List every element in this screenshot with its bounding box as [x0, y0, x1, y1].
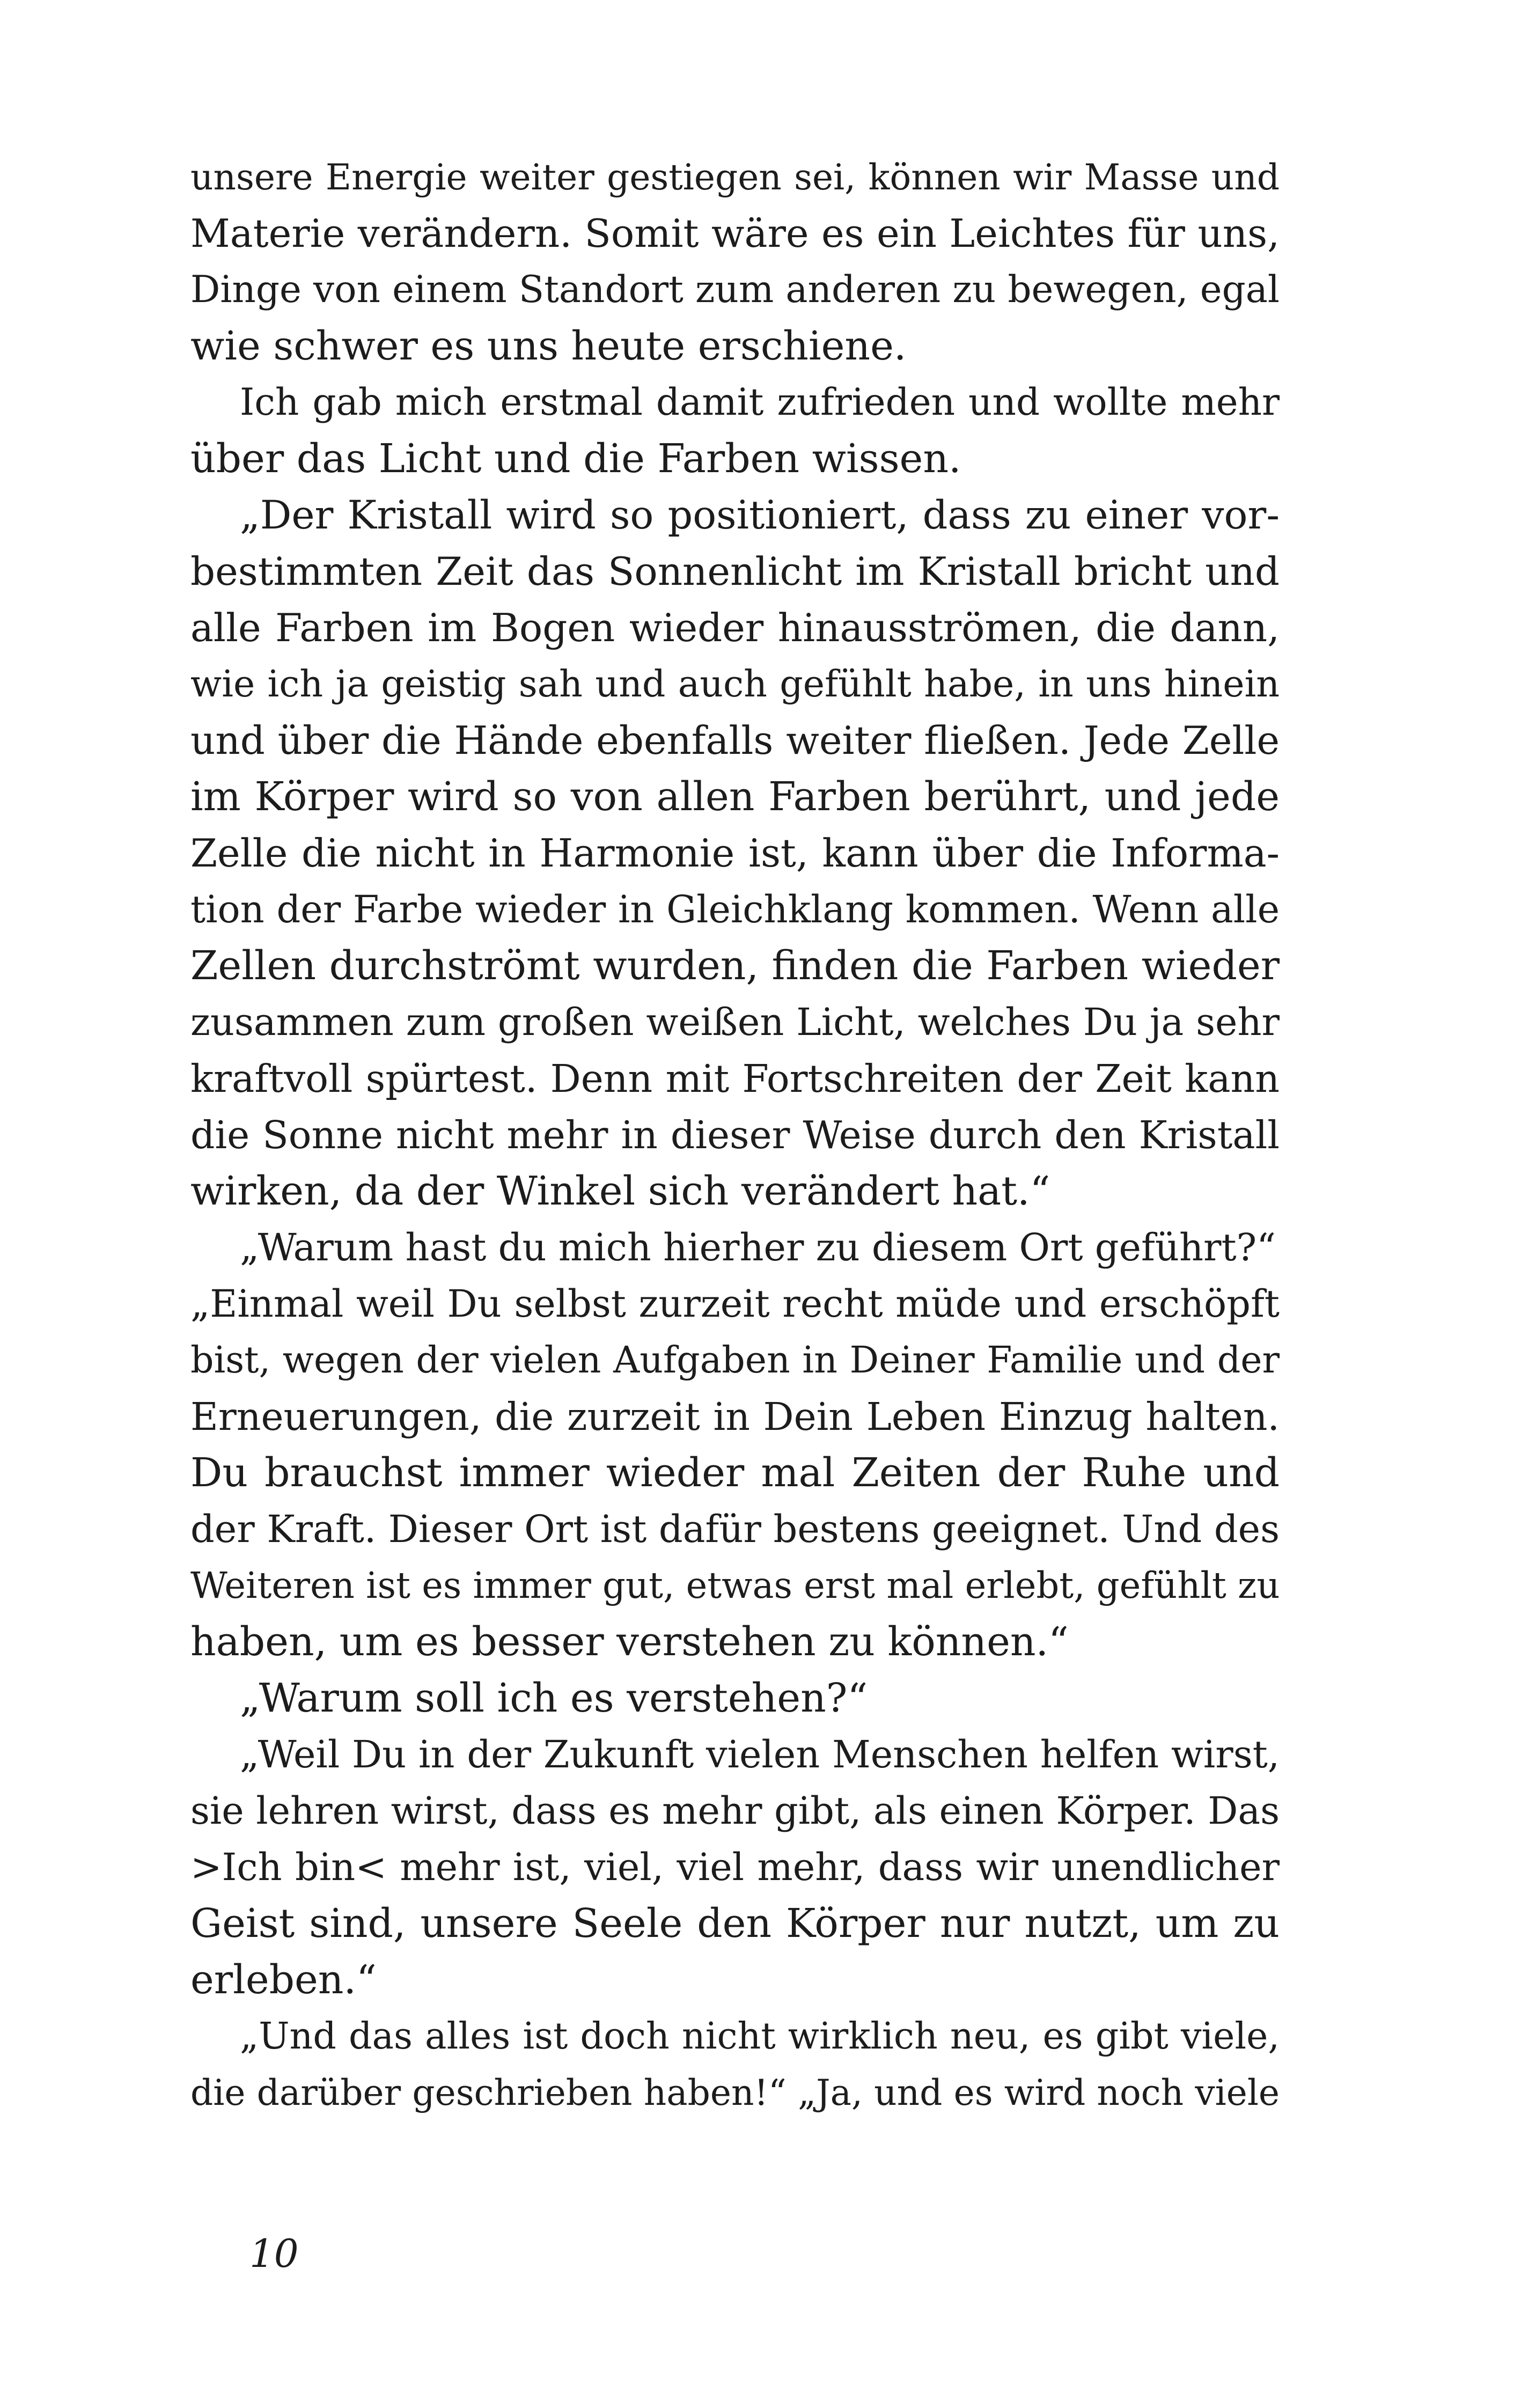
text-line: die darüber geschrieben haben!“ „Ja, und es wird noch viele [190, 2072, 1280, 2113]
text-line: alle Farben im Bogen wieder hinausströmen, die dann, [190, 605, 1280, 650]
text-line: Erneuerungen, die zurzeit in Dein Leben Einzug halten. [190, 1394, 1280, 1439]
page-number: 10 [249, 2231, 299, 2276]
text-line: Zelle die nicht in Harmonie ist, kann über die Informa- [190, 831, 1280, 876]
text-line: und über die Hände ebenfalls weiter fließen. Jede Zelle [190, 718, 1280, 763]
text-line: unsere Energie weiter gestiegen sei, können wir Masse und [190, 157, 1280, 198]
text-line: Geist sind, unsere Seele den Körper nur nutzt, um zu [190, 1900, 1280, 1947]
text-line: wie ich ja geistig sah und auch gefühlt habe, in uns hinein [190, 663, 1280, 706]
text-line: >Ich bin< mehr ist, viel, viel mehr, dass wir unendlicher [190, 1845, 1280, 1889]
body-text [190, 149, 1280, 2121]
text-line: Dinge von einem Standort zum anderen zu bewegen, egal [190, 268, 1280, 311]
text-line: wirken, da der Winkel sich verändert hat.“ [190, 1168, 1050, 1214]
text-line: über das Licht und die Farben wissen. [190, 436, 961, 482]
text-line: Weiteren ist es immer gut, etwas erst mal erlebt, gefühlt zu [190, 1565, 1280, 1606]
text-line: haben, um es besser verstehen zu können.“ [190, 1619, 1069, 1665]
text-line: „Weil Du in der Zukunft vielen Menschen helfen wirst, [240, 1732, 1280, 1776]
text-line: wie schwer es uns heute erschiene. [190, 323, 907, 369]
text-line: im Körper wird so von allen Farben berührt, und jede [190, 774, 1280, 820]
text-line: zusammen zum großen weißen Licht, welches Du ja sehr [190, 1000, 1280, 1044]
text-line: sie lehren wirst, dass es mehr gibt, als einen Körper. Das [190, 1789, 1280, 1833]
text-line: Zellen durchströmt wurden, finden die Farben wieder [190, 943, 1280, 989]
text-line: kraftvoll spürtest. Denn mit Fortschreiten der Zeit kann [190, 1056, 1280, 1101]
text-line: tion der Farbe wieder in Gleichklang kommen. Wenn alle [190, 887, 1280, 931]
text-line: Du brauchst immer wieder mal Zeiten der Ruhe und [190, 1450, 1280, 1496]
text-line: der Kraft. Dieser Ort ist dafür bestens geeignet. Und des [190, 1507, 1280, 1551]
text-line: die Sonne nicht mehr in dieser Weise durch den Kristall [190, 1113, 1280, 1157]
text-line: „Einmal weil Du selbst zurzeit recht müde und erschöpft [190, 1282, 1280, 1326]
text-line: Ich gab mich erstmal damit zufrieden und wollte mehr [240, 381, 1280, 424]
text-line: „Warum hast du mich hierher zu diesem Ort geführt?“ [240, 1225, 1276, 1269]
text-line: „Der Kristall wird so positioniert, dass zu einer vor- [240, 493, 1280, 538]
text-line: „Warum soll ich es verstehen?“ [240, 1675, 868, 1721]
text-line: „Und das alles ist doch nicht wirklich neu, es gibt viele, [240, 2015, 1280, 2058]
text-line: Materie verändern. Somit wäre es ein Leichtes für uns, [190, 211, 1280, 256]
text-line: erleben.“ [190, 1957, 377, 2003]
text-line: bist, wegen der vielen Aufgaben in Deiner Familie und der [190, 1339, 1280, 1382]
text-line: bestimmten Zeit das Sonnenlicht im Kristall bricht und [190, 549, 1280, 594]
